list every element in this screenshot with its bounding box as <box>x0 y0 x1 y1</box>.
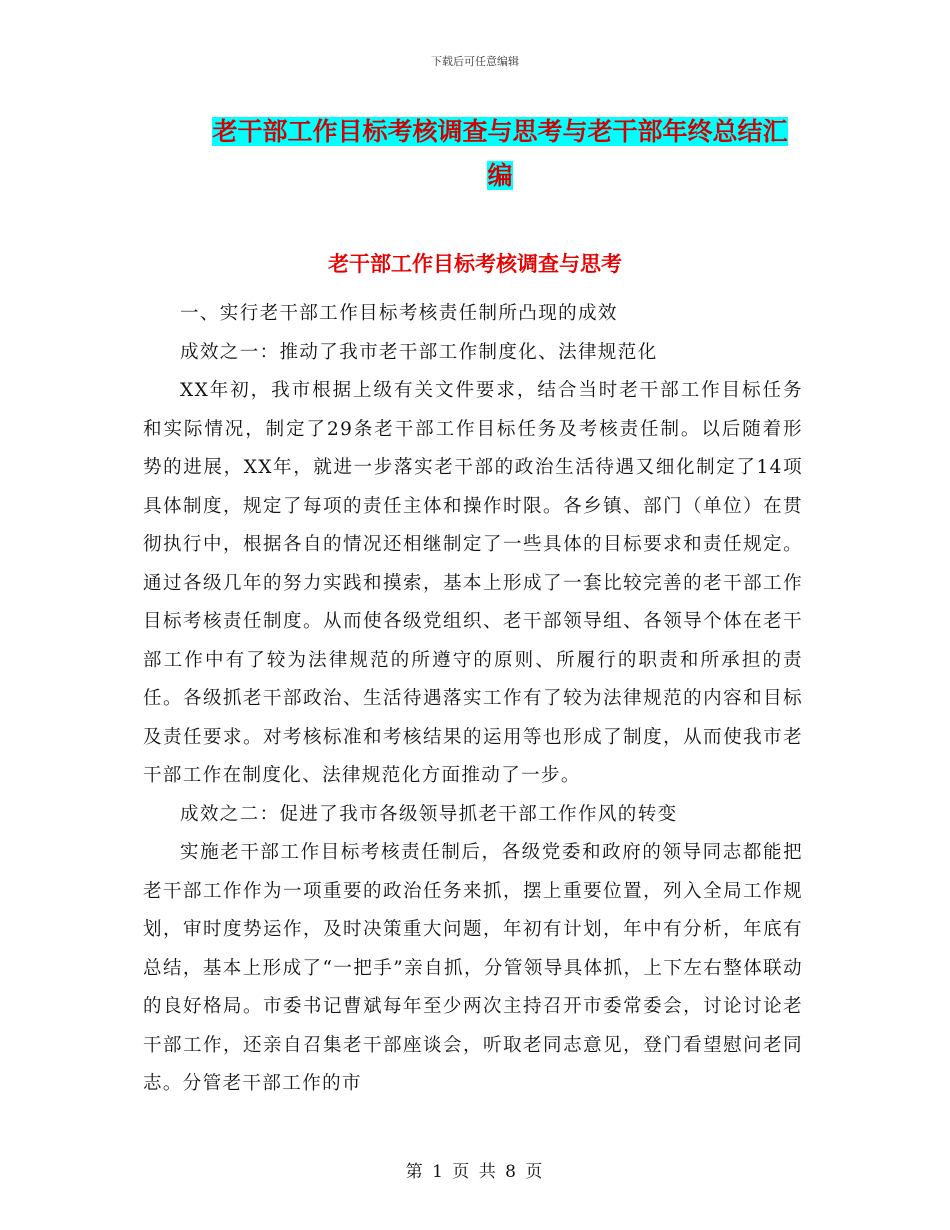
body-paragraph: 实施老干部工作目标考核责任制后，各级党委和政府的领导同志都能把老干部工作作为一项重要的政治任务来抓，摆上重要位置，列入全局工作规划，审时度势运作，及时决策重大问题，年初有计划，年中有分析，年底有总结，基本上形成了“一把手”亲自抓，分管领导具体抓，上下左右整体联动的良好格局。市委书记曹斌每年至少两次主持召开市委常委会，讨论讨论老干部工作，还亲自召集老干部座谈会，听取老同志意见，登门看望慰问老同志。分管老干部工作的市 <box>143 842 803 1094</box>
subheading-achievement-two: 成效之二：促进了我市各级领导抓老干部工作作风的转变 <box>180 803 678 825</box>
page-footer: 第 1 页 共 8 页 <box>405 1162 545 1182</box>
header-note: 下载后可任意编辑 <box>431 55 519 68</box>
document-body <box>143 295 803 1104</box>
document-title-line2: 编 <box>487 161 513 190</box>
heading-achievements: 一、实行老干部工作目标考核责任制所凸现的成效 <box>180 303 618 324</box>
section-title: 老干部工作目标考核调查与思考 <box>328 252 622 276</box>
document-title <box>150 110 850 198</box>
body-paragraph: XX年初，我市根据上级有关文件要求，结合当时老干部工作目标任务和实际情况，制定了29条老干部工作目标任务及考核责任制。以后随着形势的进展，XX年，就进一步落实老干部的政治生活待遇又细化制定了14项具体制度，规定了每项的责任主体和操作时限。各乡镇、部门（单位）在贯彻执行中，根据各自的情况还相继制定了一些具体的目标要求和责任规定。通过各级几年的努力实践和摸索，基本上形成了一套比较完善的老干部工作目标考核责任制度。从而使各级党组织、老干部领导组、各领导个体在老干部工作中有了较为法律规范的所遵守的原则、所履行的职责和所承担的责任。各级抓老干部政治、生活待遇落实工作有了较为法律规范的内容和目标及责任要求。对考核标准和考核结果的运用等也形成了制度，从而使我市老干部工作在制度化、法律规范化方面推动了一步。 <box>143 380 803 786</box>
document-title-line1: 老干部工作目标考核调查与思考与老干部年终总结汇 <box>212 117 788 146</box>
subheading-achievement-one: 成效之一：推动了我市老干部工作制度化、法律规范化 <box>180 341 658 363</box>
